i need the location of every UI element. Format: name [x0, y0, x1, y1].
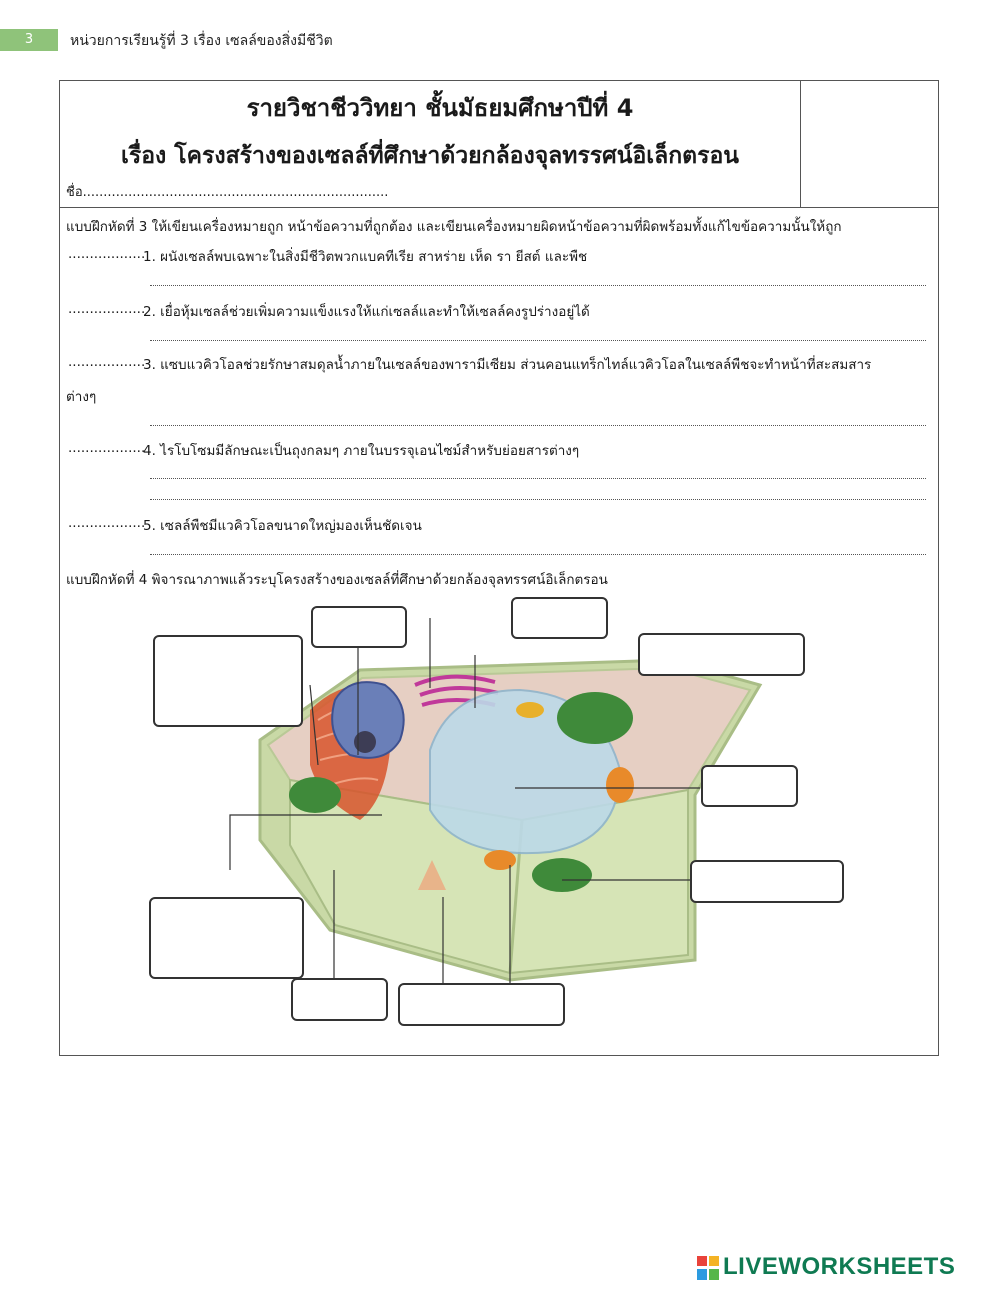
answer-blank-2[interactable]: .................. [68, 301, 146, 317]
correction-line-4a[interactable] [150, 478, 926, 479]
statement-1: 1. ผนังเซลล์พบเฉพาะในสิ่งมีชีวิตพวกแบคทีเรีย สาหร่าย เห็ด รา ยีสต์ และพืช [143, 249, 588, 265]
label-box-mitochondria[interactable] [398, 983, 565, 1026]
label-box-chloroplast[interactable] [690, 860, 844, 903]
score-box-divider [800, 80, 801, 207]
page-number-tab: 3 [0, 29, 58, 51]
name-field[interactable]: ชื่อ.......................................................................... [66, 185, 389, 200]
answer-blank-5[interactable]: .................. [68, 515, 146, 531]
correction-line-2[interactable] [150, 340, 926, 341]
label-box-golgi-body[interactable] [638, 633, 805, 676]
label-box-er[interactable] [153, 635, 303, 727]
label-box-vacuole[interactable] [701, 765, 798, 807]
exercise3-instruction: แบบฝึกหัดที่ 3 ให้เขียนเครื่องหมายถูก หน้าข้อความที่ถูกต้อง และเขียนเครื่องหมายผิดหน้าข้อความที่ผิดพร้อมทั้งแก้ไขข้อความนั้นให้ถูก [66, 219, 842, 235]
header-divider [59, 207, 939, 208]
label-box-golgi[interactable] [511, 597, 608, 639]
brand-name: LIVEWORKSHEETS [723, 1253, 956, 1280]
label-box-cell-wall[interactable] [149, 897, 304, 979]
label-box-cell-membrane[interactable] [291, 978, 388, 1021]
correction-line-1[interactable] [150, 285, 926, 286]
statement-2: 2. เยื่อหุ้มเซลล์ช่วยเพิ่มความแข็งแรงให้แก่เซลล์และทำให้เซลล์คงรูปร่างอยู่ได้ [143, 304, 590, 320]
correction-line-4b[interactable] [150, 499, 926, 500]
correction-line-5[interactable] [150, 554, 926, 555]
answer-blank-4[interactable]: .................. [68, 440, 146, 456]
plant-cell-diagram [150, 590, 850, 1030]
statement-3: 3. แซบแวคิวโอลช่วยรักษาสมดุลน้ำภายในเซลล์ของพารามีเซียม ส่วนคอนแทร็กไทล์แวคิวโอลในเซลล์พืชจะทำหน้าที่สะสมสาร [143, 357, 872, 373]
answer-blank-1[interactable]: .................. [68, 246, 146, 262]
label-box-nucleus[interactable] [311, 606, 407, 648]
statement-3-continuation: ต่างๆ [66, 389, 97, 405]
answer-blank-3[interactable]: .................. [68, 354, 146, 370]
exercise4-instruction: แบบฝึกหัดที่ 4 พิจารณาภาพแล้วระบุโครงสร้างของเซลล์ที่ศึกษาด้วยกล้องจุลทรรศน์อิเล็กตรอน [66, 572, 608, 588]
worksheet-subtitle: เรื่อง โครงสร้างของเซลล์ที่ศึกษาด้วยกล้องจุลทรรศน์อิเล็กตรอน [121, 143, 739, 169]
worksheet-title: รายวิชาชีววิทยา ชั้นมัธยมศึกษาปีที่ 4 [246, 94, 634, 122]
statement-4: 4. ไรโบโซมมีลักษณะเป็นถุงกลมๆ ภายในบรรจุเอนไซม์สำหรับย่อยสารต่างๆ [143, 443, 580, 459]
correction-line-3[interactable] [150, 425, 926, 426]
liveworksheets-mark-icon [697, 1256, 719, 1280]
unit-title: หน่วยการเรียนรู้ที่ 3 เรื่อง เซลล์ของสิ่งมีชีวิต [70, 33, 333, 49]
statement-5: 5. เซลล์พืชมีแวคิวโอลขนาดใหญ่มองเห็นชัดเจน [143, 518, 422, 534]
